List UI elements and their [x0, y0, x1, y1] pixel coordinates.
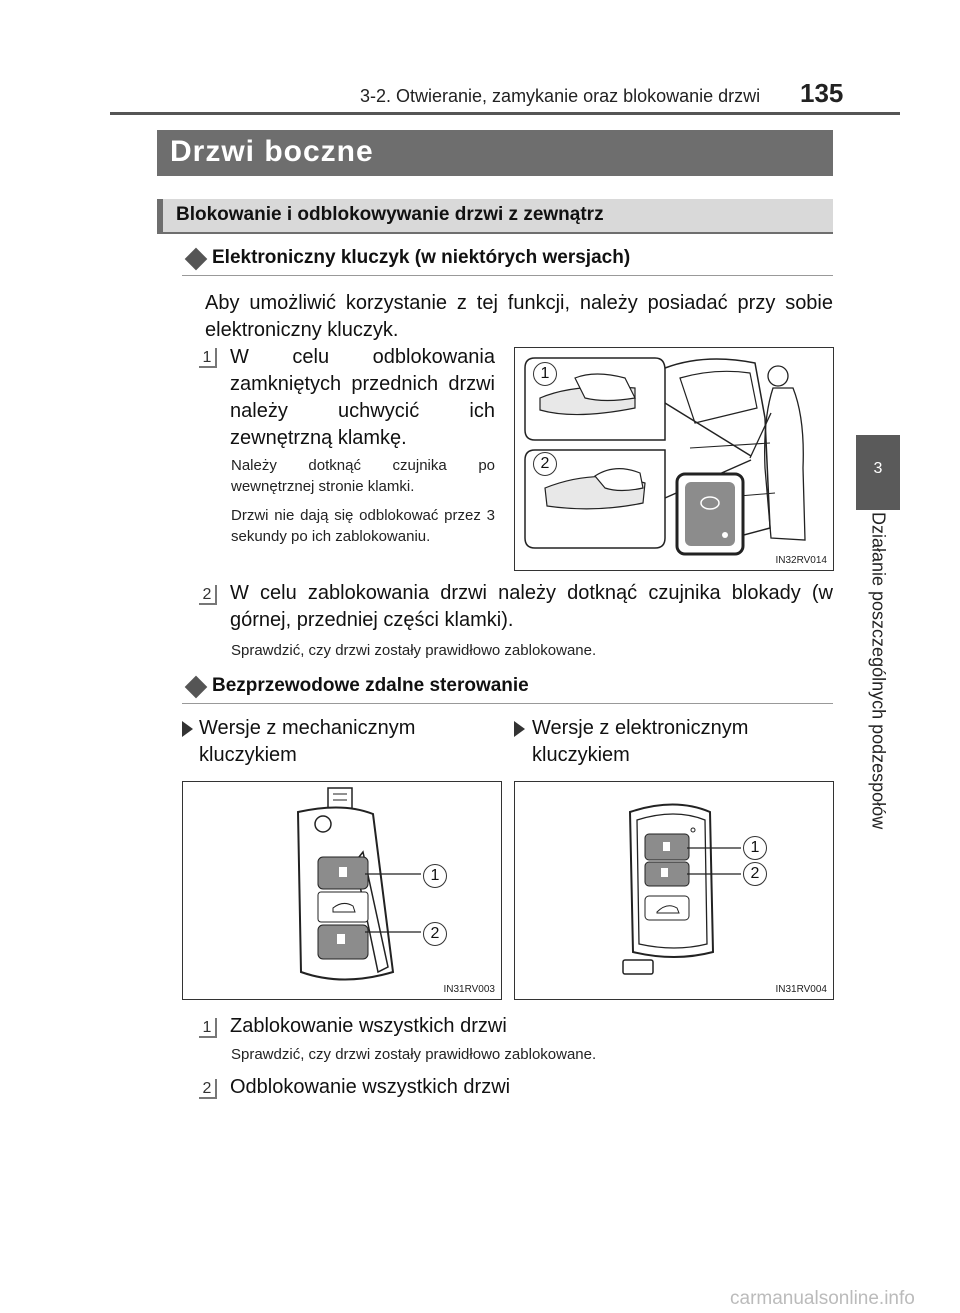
heading-wireless-remote: Bezprzewodowe zdalne sterowanie [212, 675, 529, 696]
figure-callout-1: 1 [533, 362, 557, 386]
subtitle-underline [157, 232, 833, 234]
header-rule [110, 112, 900, 115]
mechanical-key-figure [182, 781, 502, 1000]
item-number-1: 1 [199, 1018, 217, 1038]
running-header-section: 3-2. Otwieranie, zamykanie oraz blokowanie drzwi [360, 86, 761, 106]
figure-code: IN32RV014 [775, 555, 827, 566]
heading-rule [182, 703, 833, 704]
figure-callout-2: 2 [423, 922, 447, 946]
item-number-2: 2 [199, 1079, 217, 1099]
col-left-heading: Wersje z mechanicznym kluczykiem [199, 717, 416, 766]
diamond-bullet-icon [185, 676, 208, 699]
diamond-bullet-icon [185, 248, 208, 271]
figure-callout-2: 2 [743, 862, 767, 886]
step1-text: W celu odblokowania zamkniętych przednich drzwi należy uchwycić ich zewnętrzną klamkę. [230, 346, 495, 449]
electronic-key-illustration [515, 782, 833, 999]
step2-text: W celu zablokowania drzwi należy dotknąć czujnika blokady (w górnej, przedniej części klamki). [230, 582, 833, 631]
door-handle-illustration [515, 348, 833, 570]
chapter-tab-number: 3 [873, 460, 883, 477]
figure-callout-1: 1 [423, 864, 447, 888]
item2-text: Odblokowanie wszystkich drzwi [230, 1076, 511, 1098]
page-title: Drzwi boczne [170, 135, 374, 168]
intro-paragraph: Aby umożliwić korzystanie z tej funkcji, należy posiadać przy sobie elektroniczny kluczyk. [205, 292, 833, 341]
watermark: carmanualsonline.info [730, 1288, 915, 1309]
step1-note1: Należy dotknąć czujnika po wewnętrznej stronie klamki. [231, 457, 495, 495]
section-subtitle: Blokowanie i odblokowywanie drzwi z zewnątrz [176, 204, 604, 225]
chapter-tab-title: Działanie poszczególnych podzespołów [868, 512, 889, 830]
step-number-1: 1 [199, 348, 217, 368]
mechanical-key-illustration [183, 782, 501, 999]
electronic-key-figure [514, 781, 834, 1000]
item1-note: Sprawdzić, czy drzwi zostały prawidłowo zablokowane. [231, 1046, 597, 1063]
figure-code: IN31RV004 [775, 984, 827, 995]
page-number: 135 [800, 78, 844, 108]
figure-code: IN31RV003 [443, 984, 495, 995]
heading-rule [182, 275, 833, 276]
item1-text: Zablokowanie wszystkich drzwi [230, 1015, 507, 1037]
step1-note2: Drzwi nie dają się odblokować przez 3 sekundy po ich zablokowaniu. [231, 507, 495, 545]
step-number-2: 2 [199, 585, 217, 605]
col-right-heading: Wersje z elektronicznym kluczykiem [532, 717, 749, 766]
step2-note: Sprawdzić, czy drzwi zostały prawidłowo zablokowane. [231, 642, 597, 659]
figure-callout-1: 1 [743, 836, 767, 860]
heading-electronic-key: Elektroniczny kluczyk (w niektórych wersjach) [212, 247, 631, 268]
door-handle-figure [514, 347, 834, 571]
arrow-bullet-icon [182, 721, 193, 737]
arrow-bullet-icon [514, 721, 525, 737]
figure-callout-2: 2 [533, 452, 557, 476]
